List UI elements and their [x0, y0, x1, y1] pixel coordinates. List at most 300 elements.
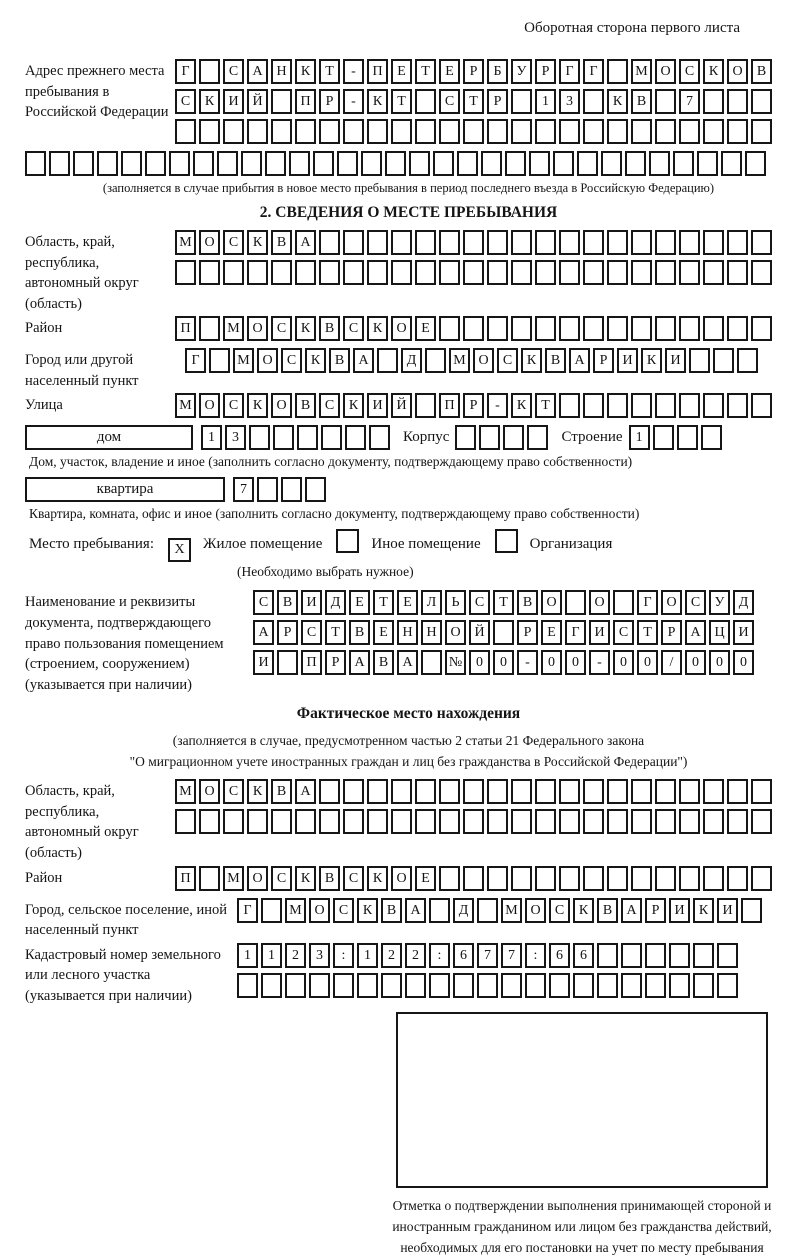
- char-cell-filled: С: [549, 898, 570, 923]
- char-cell-filled: О: [257, 348, 278, 373]
- cadastre-row-1: [237, 943, 792, 969]
- char-cell-empty: [751, 119, 772, 144]
- char-cell-empty: [223, 260, 244, 285]
- char-cell-empty: [655, 779, 676, 804]
- char-cell-filled: Н: [421, 620, 442, 645]
- char-cell-filled: М: [175, 779, 196, 804]
- house-box-label: дом: [25, 425, 193, 450]
- char-cell-empty: [297, 425, 318, 450]
- char-cell-empty: [559, 393, 580, 418]
- char-cell-filled: Д: [453, 898, 474, 923]
- char-cell-empty: [121, 151, 142, 176]
- char-cell-filled: 0: [613, 650, 634, 675]
- char-cell-empty: [265, 151, 286, 176]
- prev-address-row-2: [175, 89, 792, 115]
- char-cell-filled: В: [277, 590, 298, 615]
- char-cell-empty: [631, 866, 652, 891]
- char-cell-empty: [577, 151, 598, 176]
- char-cell-filled: Р: [517, 620, 538, 645]
- char-cell-empty: [223, 809, 244, 834]
- char-cell-filled: С: [343, 866, 364, 891]
- char-cell-filled: С: [271, 866, 292, 891]
- apartment-box-label: квартира: [25, 477, 225, 502]
- char-cell-empty: [621, 973, 642, 998]
- char-cell-empty: [97, 151, 118, 176]
- char-cell-filled: С: [685, 590, 706, 615]
- char-cell-filled: К: [367, 866, 388, 891]
- char-cell-empty: [527, 425, 548, 450]
- char-cell-empty: [655, 316, 676, 341]
- char-cell-empty: [607, 230, 628, 255]
- char-cell-filled: С: [613, 620, 634, 645]
- char-cell-filled: О: [199, 230, 220, 255]
- char-cell-empty: [511, 119, 532, 144]
- char-cell-empty: [169, 151, 190, 176]
- char-cell-filled: 7: [679, 89, 700, 114]
- prev-address-row-1: [175, 59, 792, 85]
- char-cell-empty: [247, 809, 268, 834]
- char-cell-filled: О: [309, 898, 330, 923]
- char-cell-filled: И: [223, 89, 244, 114]
- char-cell-empty: [679, 230, 700, 255]
- char-cell-filled: В: [271, 230, 292, 255]
- char-cell-empty: [631, 260, 652, 285]
- char-cell-filled: -: [589, 650, 610, 675]
- char-cell-filled: В: [319, 866, 340, 891]
- char-cell-empty: [391, 779, 412, 804]
- char-cell-filled: П: [439, 393, 460, 418]
- char-cell-empty: [559, 809, 580, 834]
- char-cell-empty: [679, 316, 700, 341]
- char-cell-empty: [535, 316, 556, 341]
- char-cell-empty: [199, 809, 220, 834]
- char-cell-filled: О: [589, 590, 610, 615]
- char-cell-empty: [343, 809, 364, 834]
- char-cell-empty: [669, 973, 690, 998]
- char-cell-empty: [511, 316, 532, 341]
- char-cell-empty: [703, 866, 724, 891]
- char-cell-filled: Е: [541, 620, 562, 645]
- char-cell-filled: У: [709, 590, 730, 615]
- char-cell-empty: [273, 425, 294, 450]
- char-cell-empty: [679, 779, 700, 804]
- region-label: Область, край, республика, автономный округ (область): [25, 234, 139, 312]
- char-cell-filled: Р: [535, 59, 556, 84]
- house-number-cells: [201, 425, 393, 451]
- char-cell-empty: [343, 230, 364, 255]
- cadastre-row-2: [237, 973, 792, 999]
- char-cell-empty: [535, 809, 556, 834]
- char-cell-filled: К: [247, 230, 268, 255]
- char-cell-empty: [565, 590, 586, 615]
- stay-option-inoe-label: Иное помещение: [371, 536, 481, 553]
- char-cell-empty: [271, 809, 292, 834]
- char-cell-filled: К: [247, 393, 268, 418]
- char-cell-empty: [607, 119, 628, 144]
- char-cell-filled: В: [349, 620, 370, 645]
- char-cell-empty: [503, 425, 524, 450]
- char-cell-filled: Ц: [709, 620, 730, 645]
- char-cell-filled: А: [685, 620, 706, 645]
- street-row: [175, 393, 792, 419]
- char-cell-empty: [751, 866, 772, 891]
- char-cell-empty: [645, 973, 666, 998]
- char-cell-empty: [295, 119, 316, 144]
- char-cell-filled: -: [487, 393, 508, 418]
- char-cell-filled: Е: [391, 59, 412, 84]
- char-cell-filled: В: [271, 779, 292, 804]
- char-cell-filled: 7: [477, 943, 498, 968]
- char-cell-filled: И: [669, 898, 690, 923]
- char-cell-empty: [175, 260, 196, 285]
- char-cell-filled: 0: [685, 650, 706, 675]
- char-cell-filled: Й: [391, 393, 412, 418]
- char-cell-filled: К: [295, 866, 316, 891]
- char-cell-empty: [319, 809, 340, 834]
- char-cell-empty: [553, 151, 574, 176]
- char-cell-filled: Д: [733, 590, 754, 615]
- char-cell-filled: И: [665, 348, 686, 373]
- section2-title: 2. СВЕДЕНИЯ О МЕСТЕ ПРЕБЫВАНИЯ: [259, 204, 558, 221]
- char-cell-filled: :: [429, 943, 450, 968]
- char-cell-filled: А: [253, 620, 274, 645]
- char-cell-filled: С: [281, 348, 302, 373]
- char-cell-filled: И: [717, 898, 738, 923]
- char-cell-filled: Г: [637, 590, 658, 615]
- char-cell-filled: М: [233, 348, 254, 373]
- char-cell-empty: [385, 151, 406, 176]
- char-cell-empty: [493, 620, 514, 645]
- char-cell-empty: [337, 151, 358, 176]
- char-cell-empty: [487, 809, 508, 834]
- char-cell-empty: [655, 866, 676, 891]
- char-cell-empty: [751, 809, 772, 834]
- actual-region-label: Область, край, республика, автономный округ (область): [25, 783, 139, 861]
- char-cell-empty: [727, 230, 748, 255]
- confirmation-stamp-note: Отметка о подтверждении выполнения принимающей стороной и иностранным гражданином или лицом без гражданства действий, необходимых для его постановки на учет по месту пребывания: [392, 1198, 772, 1256]
- char-cell-empty: [429, 973, 450, 998]
- char-cell-empty: [439, 260, 460, 285]
- char-cell-filled: К: [357, 898, 378, 923]
- char-cell-empty: [409, 151, 430, 176]
- char-cell-filled: В: [295, 393, 316, 418]
- char-cell-empty: [319, 779, 340, 804]
- char-cell-filled: 1: [535, 89, 556, 114]
- char-cell-filled: Р: [661, 620, 682, 645]
- apartment-cells: [233, 477, 329, 503]
- char-cell-empty: [457, 151, 478, 176]
- char-cell-filled: Е: [397, 590, 418, 615]
- char-cell-filled: О: [661, 590, 682, 615]
- char-cell-empty: [535, 230, 556, 255]
- char-cell-filled: М: [285, 898, 306, 923]
- char-cell-filled: 3: [309, 943, 330, 968]
- char-cell-empty: [439, 316, 460, 341]
- char-cell-empty: [655, 230, 676, 255]
- region-block: [25, 230, 792, 314]
- char-cell-empty: [727, 393, 748, 418]
- char-cell-filled: 0: [493, 650, 514, 675]
- char-cell-filled: 3: [559, 89, 580, 114]
- char-cell-empty: [583, 119, 604, 144]
- char-cell-empty: [463, 316, 484, 341]
- char-cell-filled: С: [223, 393, 244, 418]
- char-cell-empty: [477, 973, 498, 998]
- district-label: Район: [25, 320, 63, 337]
- char-cell-filled: К: [367, 316, 388, 341]
- char-cell-filled: Т: [373, 590, 394, 615]
- char-cell-filled: И: [733, 620, 754, 645]
- char-cell-empty: [209, 348, 230, 373]
- char-cell-empty: [415, 230, 436, 255]
- char-cell-empty: [703, 393, 724, 418]
- char-cell-empty: [511, 866, 532, 891]
- char-cell-filled: С: [175, 89, 196, 114]
- char-cell-empty: [727, 316, 748, 341]
- char-cell-empty: [693, 973, 714, 998]
- char-cell-empty: [313, 151, 334, 176]
- char-cell-empty: [713, 348, 734, 373]
- house-note: Дом, участок, владение и иное (заполнить согласно документу, подтверждающему право собственности): [29, 454, 633, 470]
- char-cell-filled: И: [301, 590, 322, 615]
- prev-address-block: [25, 59, 792, 149]
- char-cell-empty: [703, 89, 724, 114]
- stroenie-label: Строение: [561, 429, 623, 446]
- char-cell-filled: О: [247, 866, 268, 891]
- char-cell-filled: С: [301, 620, 322, 645]
- char-cell-filled: Н: [271, 59, 292, 84]
- char-cell-filled: М: [175, 393, 196, 418]
- district-block: [25, 316, 792, 346]
- char-cell-empty: [505, 151, 526, 176]
- char-cell-filled: О: [199, 779, 220, 804]
- char-cell-empty: [271, 260, 292, 285]
- char-cell-filled: С: [679, 59, 700, 84]
- document-row-3: [253, 650, 792, 676]
- char-cell-filled: М: [175, 230, 196, 255]
- char-cell-empty: [649, 151, 670, 176]
- char-cell-filled: В: [597, 898, 618, 923]
- city-row: [185, 348, 792, 374]
- char-cell-filled: С: [223, 230, 244, 255]
- char-cell-filled: К: [295, 316, 316, 341]
- char-cell-empty: [295, 260, 316, 285]
- char-cell-filled: Д: [401, 348, 422, 373]
- char-cell-empty: [559, 779, 580, 804]
- char-cell-empty: [679, 260, 700, 285]
- char-cell-empty: [285, 973, 306, 998]
- char-cell-empty: [439, 779, 460, 804]
- char-cell-empty: [391, 809, 412, 834]
- char-cell-empty: [289, 151, 310, 176]
- char-cell-filled: М: [501, 898, 522, 923]
- char-cell-filled: А: [397, 650, 418, 675]
- char-cell-empty: [257, 477, 278, 502]
- char-cell-empty: [701, 425, 722, 450]
- char-cell-empty: [343, 779, 364, 804]
- char-cell-empty: [655, 809, 676, 834]
- char-cell-filled: №: [445, 650, 466, 675]
- char-cell-empty: [607, 316, 628, 341]
- char-cell-filled: Р: [463, 393, 484, 418]
- street-block: [25, 393, 792, 423]
- char-cell-filled: В: [329, 348, 350, 373]
- char-cell-empty: [433, 151, 454, 176]
- char-cell-filled: Е: [415, 866, 436, 891]
- char-cell-filled: С: [271, 316, 292, 341]
- char-cell-filled: Т: [415, 59, 436, 84]
- char-cell-filled: М: [449, 348, 470, 373]
- char-cell-filled: К: [607, 89, 628, 114]
- char-cell-empty: [631, 230, 652, 255]
- char-cell-empty: [525, 973, 546, 998]
- char-cell-filled: 0: [733, 650, 754, 675]
- char-cell-empty: [607, 393, 628, 418]
- char-cell-empty: [679, 119, 700, 144]
- char-cell-filled: У: [511, 59, 532, 84]
- char-cell-filled: А: [349, 650, 370, 675]
- char-cell-filled: К: [641, 348, 662, 373]
- char-cell-empty: [559, 260, 580, 285]
- char-cell-empty: [321, 425, 342, 450]
- char-cell-filled: Ь: [445, 590, 466, 615]
- char-cell-filled: К: [703, 59, 724, 84]
- char-cell-empty: [631, 316, 652, 341]
- char-cell-empty: [655, 393, 676, 418]
- city-label: Город или другой населенный пункт: [25, 352, 139, 389]
- char-cell-empty: [319, 119, 340, 144]
- actual-region-row-2: [175, 809, 792, 835]
- char-cell-filled: 0: [709, 650, 730, 675]
- char-cell-filled: Л: [421, 590, 442, 615]
- actual-district-label: Район: [25, 869, 63, 886]
- char-cell-filled: В: [373, 650, 394, 675]
- char-cell-empty: [607, 866, 628, 891]
- char-cell-filled: -: [343, 59, 364, 84]
- char-cell-filled: 1: [201, 425, 222, 450]
- char-cell-empty: [673, 151, 694, 176]
- char-cell-empty: [381, 973, 402, 998]
- char-cell-filled: О: [655, 59, 676, 84]
- char-cell-empty: [415, 779, 436, 804]
- char-cell-empty: [751, 260, 772, 285]
- char-cell-filled: П: [175, 316, 196, 341]
- char-cell-filled: М: [631, 59, 652, 84]
- char-cell-filled: И: [253, 650, 274, 675]
- char-cell-empty: [751, 316, 772, 341]
- char-cell-filled: 0: [541, 650, 562, 675]
- char-cell-filled: Е: [349, 590, 370, 615]
- char-cell-empty: [607, 779, 628, 804]
- char-cell-filled: Т: [493, 590, 514, 615]
- char-cell-filled: А: [247, 59, 268, 84]
- char-cell-empty: [367, 779, 388, 804]
- char-cell-filled: Г: [185, 348, 206, 373]
- char-cell-empty: [535, 119, 556, 144]
- char-cell-empty: [199, 260, 220, 285]
- char-cell-empty: [415, 119, 436, 144]
- char-cell-filled: Й: [247, 89, 268, 114]
- char-cell-empty: [487, 230, 508, 255]
- char-cell-empty: [583, 779, 604, 804]
- document-row-1: [253, 590, 792, 616]
- char-cell-filled: Б: [487, 59, 508, 84]
- header-note: Оборотная сторона первого листа: [524, 20, 740, 36]
- char-cell-empty: [357, 973, 378, 998]
- stay-checkbox-org: [495, 529, 518, 553]
- char-cell-filled: И: [589, 620, 610, 645]
- char-cell-empty: [415, 809, 436, 834]
- char-cell-filled: О: [391, 866, 412, 891]
- char-cell-filled: Е: [415, 316, 436, 341]
- char-cell-empty: [655, 260, 676, 285]
- char-cell-empty: [463, 230, 484, 255]
- char-cell-empty: [487, 316, 508, 341]
- char-cell-filled: О: [541, 590, 562, 615]
- char-cell-filled: О: [247, 316, 268, 341]
- char-cell-empty: [199, 119, 220, 144]
- char-cell-empty: [377, 348, 398, 373]
- char-cell-filled: Т: [463, 89, 484, 114]
- char-cell-filled: А: [569, 348, 590, 373]
- char-cell-filled: С: [223, 779, 244, 804]
- char-cell-filled: В: [631, 89, 652, 114]
- char-cell-empty: [391, 230, 412, 255]
- char-cell-filled: 3: [225, 425, 246, 450]
- char-cell-empty: [549, 973, 570, 998]
- char-cell-empty: [247, 260, 268, 285]
- char-cell-filled: Р: [277, 620, 298, 645]
- char-cell-empty: [305, 477, 326, 502]
- char-cell-filled: П: [295, 89, 316, 114]
- char-cell-filled: Р: [593, 348, 614, 373]
- char-cell-empty: [621, 943, 642, 968]
- char-cell-empty: [333, 973, 354, 998]
- char-cell-empty: [439, 866, 460, 891]
- char-cell-empty: [463, 866, 484, 891]
- char-cell-filled: Р: [463, 59, 484, 84]
- cadastre-label: Кадастровый номер земельного или лесного участка (указывается при наличии): [25, 946, 221, 1004]
- char-cell-empty: [597, 943, 618, 968]
- apartment-row: [25, 477, 792, 503]
- char-cell-filled: А: [295, 230, 316, 255]
- char-cell-empty: [727, 809, 748, 834]
- char-cell-filled: 2: [405, 943, 426, 968]
- char-cell-empty: [717, 973, 738, 998]
- stay-note: (Необходимо выбрать нужное): [237, 564, 414, 580]
- char-cell-filled: Р: [319, 89, 340, 114]
- char-cell-empty: [217, 151, 238, 176]
- char-cell-filled: Г: [175, 59, 196, 84]
- char-cell-empty: [511, 779, 532, 804]
- char-cell-filled: К: [343, 393, 364, 418]
- char-cell-empty: [751, 89, 772, 114]
- char-cell-empty: [439, 809, 460, 834]
- char-cell-filled: А: [405, 898, 426, 923]
- char-cell-empty: [679, 393, 700, 418]
- char-cell-empty: [583, 316, 604, 341]
- char-cell-filled: /: [661, 650, 682, 675]
- char-cell-filled: А: [621, 898, 642, 923]
- char-cell-empty: [625, 151, 646, 176]
- char-cell-empty: [429, 898, 450, 923]
- char-cell-empty: [745, 151, 766, 176]
- char-cell-filled: П: [301, 650, 322, 675]
- char-cell-empty: [655, 119, 676, 144]
- char-cell-empty: [237, 973, 258, 998]
- char-cell-empty: [607, 809, 628, 834]
- char-cell-empty: [49, 151, 70, 176]
